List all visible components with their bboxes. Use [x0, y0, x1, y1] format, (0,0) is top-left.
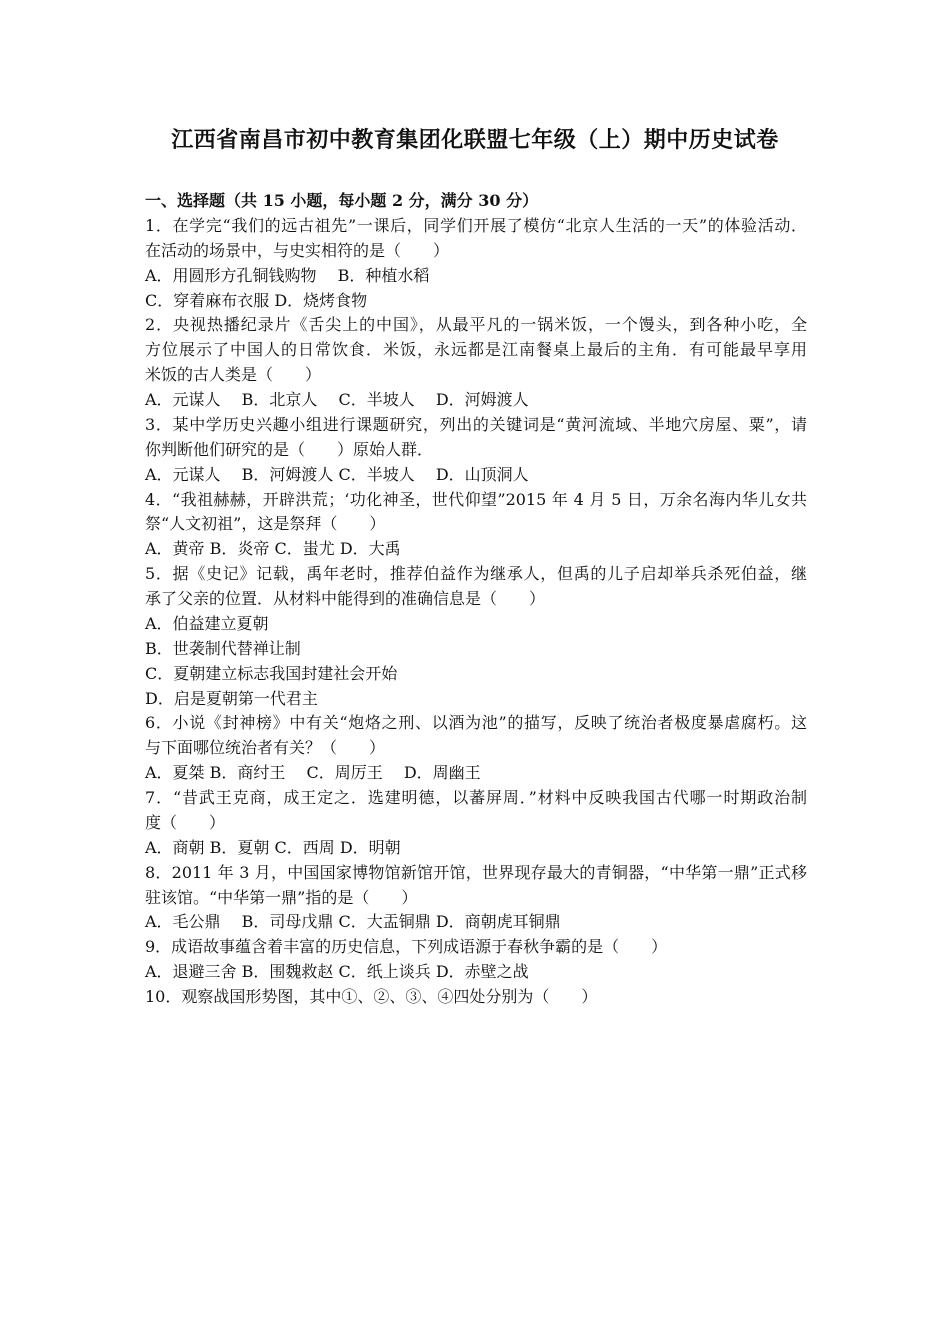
question-2-stem: 2．央视热播纪录片《舌尖上的中国》，从最平凡的一锅米饭，一个馒头，到各种小吃，全 [145, 315, 807, 335]
question-6-stem: 6．小说《封神榜》中有关“炮烙之刑、以酒为池”的描写，反映了统治者极度暴虐腐朽。这 [145, 713, 807, 733]
question-5-stem: 承了父亲的位置．从材料中能得到的准确信息是（ ） [145, 589, 546, 608]
question-3-stem: 3．某中学历史兴趣小组进行课题研究，列出的关键词是“黄河流域、半地穴房屋、粟”，请 [145, 414, 807, 434]
question-3-options: A．元谋人 B．河姆渡人 C．半坡人 D．山顶洞人 [145, 464, 529, 484]
question-6-stem: 与下面哪位统治者有关？（ ） [145, 738, 386, 758]
question-1-options: C．穿着麻布衣服 D．烧烤食物 [145, 290, 368, 310]
question-9-options: A．退避三舍 B．围魏救赵 C．纸上谈兵 D．赤壁之战 [145, 962, 529, 982]
question-4-options: A．黄帝 B．炎帝 C．蚩尤 D．大禹 [145, 539, 401, 559]
question-8-stem: 8．2011 年 3 月，中国国家博物馆新馆开馆，世界现存最大的青铜器，“中华第一鼎”正式移 [145, 862, 807, 882]
question-4-stem: 祭“人文初祖”，这是祭拜（ ） [145, 514, 386, 534]
question-5-option-d: D．启是夏朝第一代君主 [145, 688, 318, 708]
question-7-options: A．商朝 B．夏朝 C．西周 D．明朝 [145, 837, 401, 857]
question-2-stem: 米饭的古人类是（ ） [145, 365, 322, 385]
question-5-option-b: B．世袭制代替禅让制 [145, 638, 301, 658]
question-6-options: A．夏桀 B．商纣王 C．周厉王 D．周幽王 [145, 763, 481, 783]
question-10-stem: 10．观察战国形势图，其中①、②、③、④四处分别为（ ） [145, 987, 598, 1006]
question-8-stem: 驻该馆。“中华第一鼎”指的是（ ） [145, 887, 418, 907]
question-2-options: A．元谋人 B．北京人 C．半坡人 D．河姆渡人 [145, 390, 529, 409]
question-5-option-c: C．夏朝建立标志我国封建社会开始 [145, 663, 398, 683]
question-7-stem: 度（ ） [145, 812, 226, 832]
question-8-options: A．毛公鼎 B．司母戊鼎 C．大盂铜鼎 D．商朝虎耳铜鼎 [145, 912, 561, 932]
question-5-option-a: A．伯益建立夏朝 [145, 613, 269, 633]
document-body [145, 189, 807, 1010]
question-9-stem: 9．成语故事蕴含着丰富的历史信息，下列成语源于春秋争霸的是（ ） [145, 937, 668, 957]
question-1-stem: 1．在学完“我们的远古祖先”一课后，同学们开展了模仿“北京人生活的一天”的体验活动． [145, 215, 807, 235]
question-1-stem: 在活动的场景中，与史实相符的是（ ） [145, 240, 450, 260]
question-5-stem: 5．据《史记》记载，禹年老时，推荐伯益作为继承人，但禹的儿子启却举兵杀死伯益，继 [145, 564, 807, 584]
question-3-stem: 你判断他们研究的是（ ）原始人群． [145, 439, 434, 459]
question-7-stem: 7．“昔武王克商，成王定之．选建明德，以蕃屏周．”材料中反映我国古代哪一时期政治制 [145, 788, 807, 807]
section-heading: 一、选择题（共 15 小题，每小题 2 分，满分 30 分） [145, 191, 539, 210]
question-2-stem: 方位展示了中国人的日常饮食．米饭，永远都是江南餐桌上最后的主角．有可能最早享用 [145, 340, 807, 360]
question-1-options: A．用圆形方孔铜钱购物 B．种植水稻 [145, 265, 430, 285]
document-title: 江西省南昌市初中教育集团化联盟七年级（上）期中历史试卷 [171, 127, 779, 153]
question-4-stem: 4．“我祖赫赫，开辟洪荒；‘功化神圣，世代仰望”2015 年 4 月 5 日，万余名海内华儿女共 [145, 489, 807, 509]
